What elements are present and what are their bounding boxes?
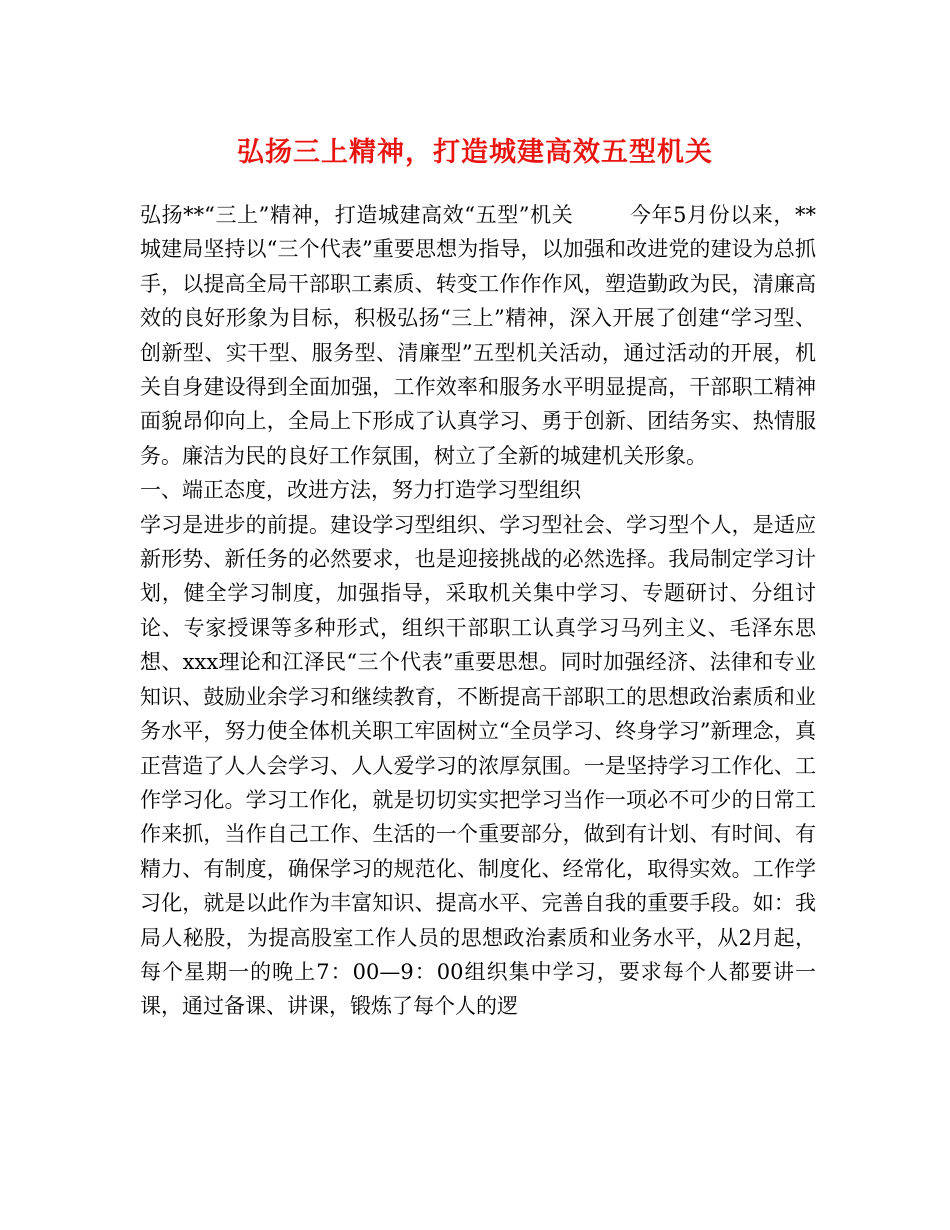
paragraph-text: 学习是进步的前提。建设学习型组织、学习型社会、学习型个人，是适应新形势、新任务的必然要求，也是迎接挑战的必然选择。我局制定学习计划，健全学习制度，加强指导，采取机关集中学习、专题研讨、分组讨论、专家授课等多种形式，组织干部职工认真学习马列主义、毛泽东思想、xxx理论和江泽民“三个代表”重要思想。同时加强经济、法律和专业知识、鼓励业余学习和继续教育，不断提高干部职工的思想政治素质和业务水平，努力使全体机关职工牢固树立“全员学习、终身学习”新理念，真正营造了人人会学习、人人爱学习的浓厚氛围。一是坚持学习工作化、工作学习化。学习工作化，就是切切实实把学习当作一项必不可少的日常工作来抓，当作自己工作、生活的一个重要部分，做到有计划、有时间、有精力、有制度，确保学习的规范化、制度化、经常化，取得实效。工作学习化，就是以此作为丰富知识、提高水平、完善自我的重要手段。如：我局人秘股，为提高股室工作人员的思想政治素质和业务水平，从2月起，每个星期一的晚上7：00—9：00组织集中学习，要求每个人都要讲一课，通过备课、讲课，锻炼了每个人的逻 [140,512,816,1019]
document-body [140,198,816,1024]
paragraph-text: 今年5月份以来，**城建局坚持以“三个代表”重要思想为指导，以加强和改进党的建设为总抓手，以提高全局干部职工素质、转变工作作作风，塑造勤政为民，清廉高效的良好形象为目标，积极弘扬“三上”精神，深入开展了创建“学习型、创新型、实干型、服务型、清廉型”五型机关活动，通过活动的开展，机关自身建设得到全面加强，工作效率和服务水平明显提高，干部职工精神面貌昂仰向上，全局上下形成了认真学习、勇于创新、团结务实、热情服务。廉洁为民的良好工作氛围，树立了全新的城建机关形象。 [140,203,816,468]
intro-heading: 弘扬**“三上”精神，打造城建高效“五型”机关 [140,203,574,227]
paragraph-intro [140,198,816,473]
document-title: 弘扬三上精神，打造城建高效五型机关 [237,137,713,168]
section-heading: 一、端正态度，改进方法，努力打造学习型组织 [140,478,581,503]
